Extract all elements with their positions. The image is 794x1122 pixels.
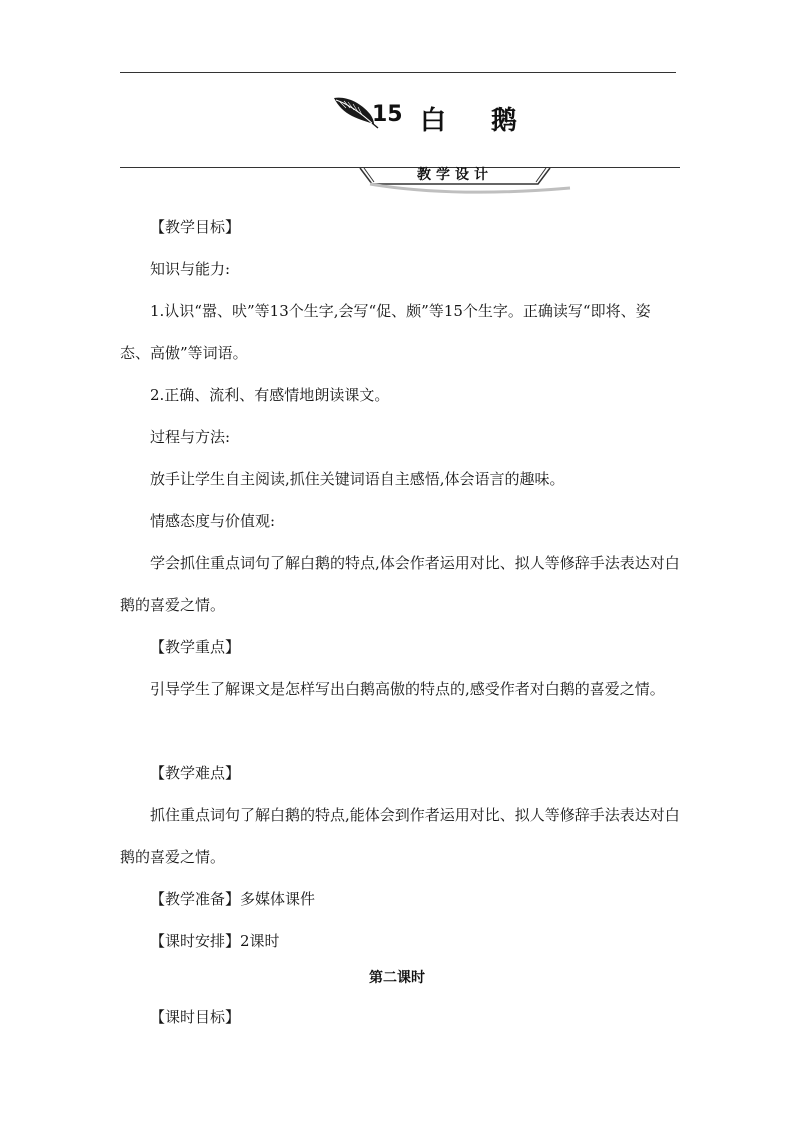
banner-label: 教学设计 [417, 167, 493, 183]
paragraph-schedule: 【课时安排】2课时 [150, 932, 280, 950]
lesson-title: 白 鹅 [420, 106, 536, 136]
paragraph-emotion-values: 情感态度与价值观: [150, 512, 276, 530]
section-banner [120, 160, 680, 194]
paragraph-key-points-detail: 引导学生了解课文是怎样写出白鹅高傲的特点的,感受作者对白鹅的喜爱之情。 [150, 680, 665, 698]
section-heading: 第二课时 [369, 970, 425, 986]
paragraph-process-detail: 放手让学生自主阅读,抓住关键词语自主感悟,体会语言的趣味。 [150, 470, 565, 488]
paragraph-emotion-detail: 学会抓住重点词句了解白鹅的特点,体会作者运用对比、拟人等修辞手法表达对白鹅的喜爱之情。 [120, 554, 680, 614]
paragraph-goal-1: 1.认识“嚣、吠”等13个生字,会写“促、颇”等15个生字。正确读写“即将、姿态、高傲”等词语。 [120, 302, 651, 362]
paragraph-difficulties-heading: 【教学难点】 [150, 764, 241, 782]
paragraph-teaching-goals-heading: 【教学目标】 [150, 218, 241, 236]
paragraph-difficulties-detail: 抓住重点词句了解白鹅的特点,能体会到作者运用对比、拟人等修辞手法表达对白鹅的喜爱之情。 [120, 806, 680, 866]
lesson-title-row [0, 92, 794, 140]
lesson-number: 15 [372, 102, 403, 127]
paragraph-key-points-heading: 【教学重点】 [150, 638, 241, 656]
top-rule [120, 72, 676, 73]
paragraph-knowledge-ability: 知识与能力: [150, 260, 231, 278]
paragraph-preparation: 【教学准备】多媒体课件 [150, 890, 316, 908]
paragraph-goal-2: 2.正确、流利、有感情地朗读课文。 [150, 386, 390, 404]
paragraph-lesson-goals-heading: 【课时目标】 [150, 1008, 241, 1026]
paragraph-process-method: 过程与方法: [150, 428, 231, 446]
